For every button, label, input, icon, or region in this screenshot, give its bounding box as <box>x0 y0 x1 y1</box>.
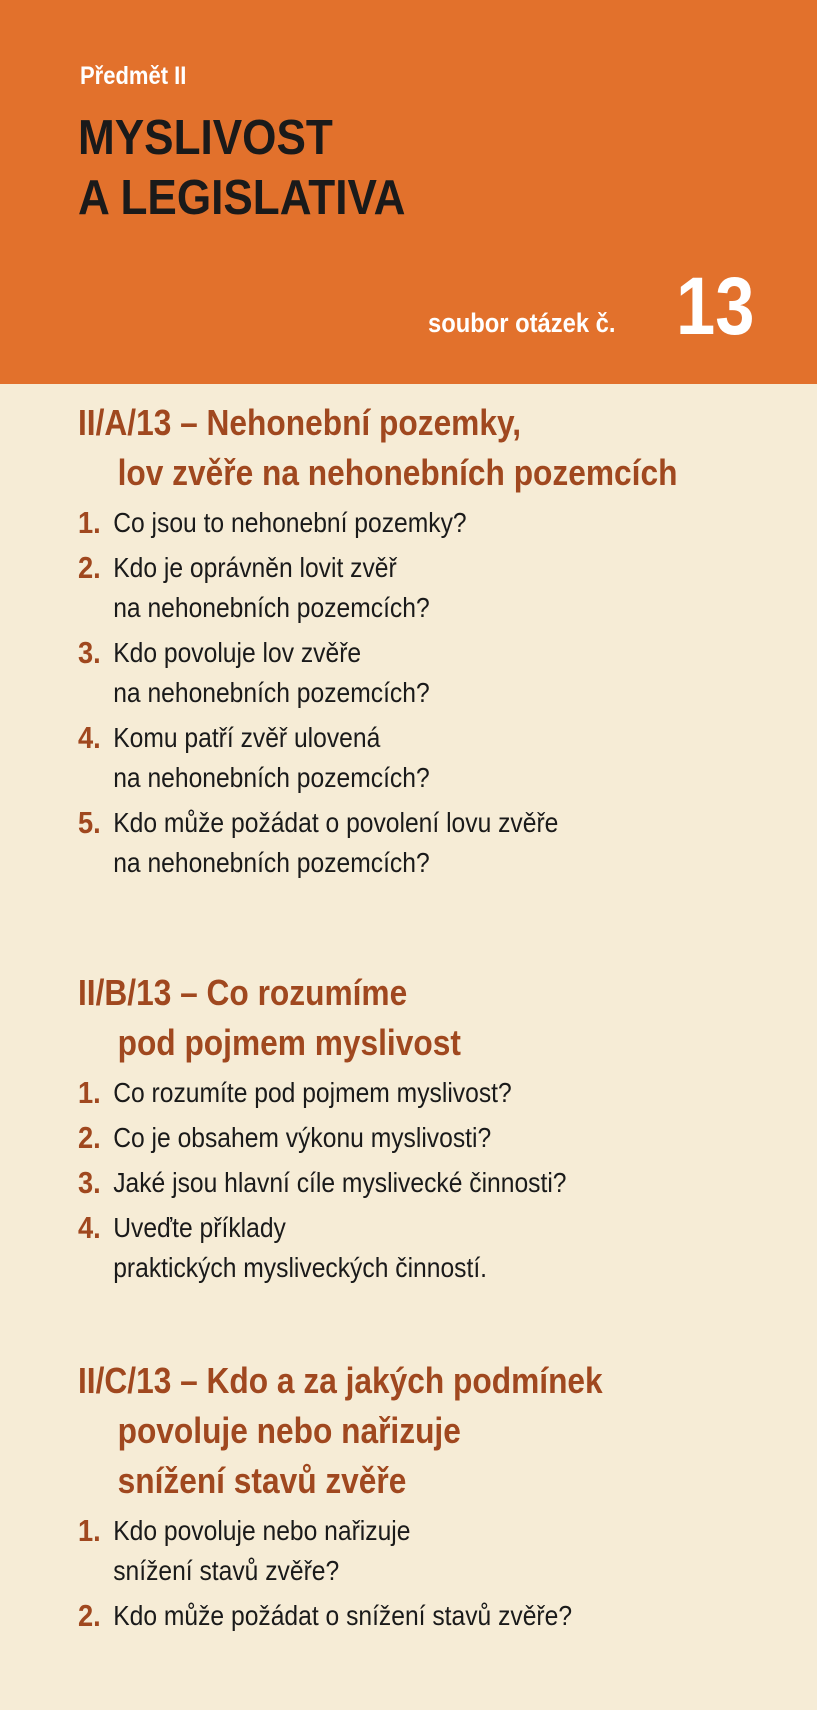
question-text: Kdo může požádat o povolení lovu zvěře <box>113 807 559 838</box>
section-c-heading-line-2: povoluje nebo nařizuje <box>117 1410 461 1451</box>
subject-label: Předmět II <box>80 62 187 90</box>
question-b-4 <box>78 1208 720 1288</box>
question-number: 2. <box>78 1598 101 1633</box>
question-text: Co je obsahem výkonu myslivosti? <box>113 1122 492 1153</box>
page-title <box>78 108 405 228</box>
section-a <box>78 398 808 883</box>
question-number: 3. <box>78 1165 101 1200</box>
question-c-1 <box>78 1511 720 1591</box>
section-c-heading-line-1: II/C/13 – Kdo a za jakých podmínek <box>78 1360 603 1401</box>
question-a-5 <box>78 803 720 883</box>
question-text: Kdo povoluje lov zvěře <box>113 637 362 668</box>
question-text-cont: praktických mysliveckých činností. <box>113 1252 488 1283</box>
question-number: 2. <box>78 1120 101 1155</box>
question-b-1 <box>78 1073 720 1113</box>
question-text: Co rozumíte pod pojmem myslivost? <box>113 1077 512 1108</box>
question-text-cont: na nehonebních pozemcích? <box>113 592 430 623</box>
section-b <box>78 968 808 1288</box>
question-number: 1. <box>78 1075 101 1110</box>
section-b-heading-line-1: II/B/13 – Co rozumíme <box>78 972 408 1013</box>
question-set-number: 13 <box>676 261 755 352</box>
question-b-3 <box>78 1163 720 1203</box>
question-number: 5. <box>78 805 101 840</box>
question-text: Kdo může požádat o snížení stavů zvěře? <box>113 1600 573 1631</box>
header-banner <box>0 0 817 384</box>
question-a-4 <box>78 718 720 798</box>
question-a-2 <box>78 548 720 628</box>
question-text-cont: na nehonebních pozemcích? <box>113 762 430 793</box>
section-b-heading-line-2: pod pojmem myslivost <box>117 1022 461 1063</box>
question-text-cont: na nehonebních pozemcích? <box>113 847 430 878</box>
question-set-label: soubor otázek č. <box>428 308 616 338</box>
question-text-cont: snížení stavů zvěře? <box>113 1555 340 1586</box>
question-number: 3. <box>78 635 101 670</box>
question-number: 4. <box>78 720 101 755</box>
question-text: Komu patří zvěř ulovená <box>113 722 381 753</box>
question-number: 2. <box>78 550 101 585</box>
question-text: Uveďte příklady <box>113 1212 286 1243</box>
section-a-heading-line-1: II/A/13 – Nehonební pozemky, <box>78 402 522 443</box>
section-b-heading <box>78 968 720 1068</box>
question-text: Jaké jsou hlavní cíle myslivecké činnosti? <box>113 1167 567 1198</box>
section-c <box>78 1356 808 1636</box>
question-number: 1. <box>78 505 101 540</box>
question-text-cont: na nehonebních pozemcích? <box>113 677 430 708</box>
title-line-2: A LEGISLATIVA <box>78 171 406 225</box>
question-number: 4. <box>78 1210 101 1245</box>
question-c-2 <box>78 1596 720 1636</box>
title-line-1: MYSLIVOST <box>78 111 333 165</box>
question-b-2 <box>78 1118 720 1158</box>
question-a-3 <box>78 633 720 713</box>
question-text: Kdo je oprávněn lovit zvěř <box>113 552 397 583</box>
question-text: Co jsou to nehonební pozemky? <box>113 507 467 538</box>
section-a-heading-line-2: lov zvěře na nehonebních pozemcích <box>117 452 678 493</box>
question-a-1 <box>78 503 720 543</box>
section-a-heading <box>78 398 720 498</box>
section-c-heading <box>78 1356 720 1506</box>
question-text: Kdo povoluje nebo nařizuje <box>113 1515 411 1546</box>
question-number: 1. <box>78 1513 101 1548</box>
section-c-heading-line-3: snížení stavů zvěře <box>117 1460 407 1501</box>
